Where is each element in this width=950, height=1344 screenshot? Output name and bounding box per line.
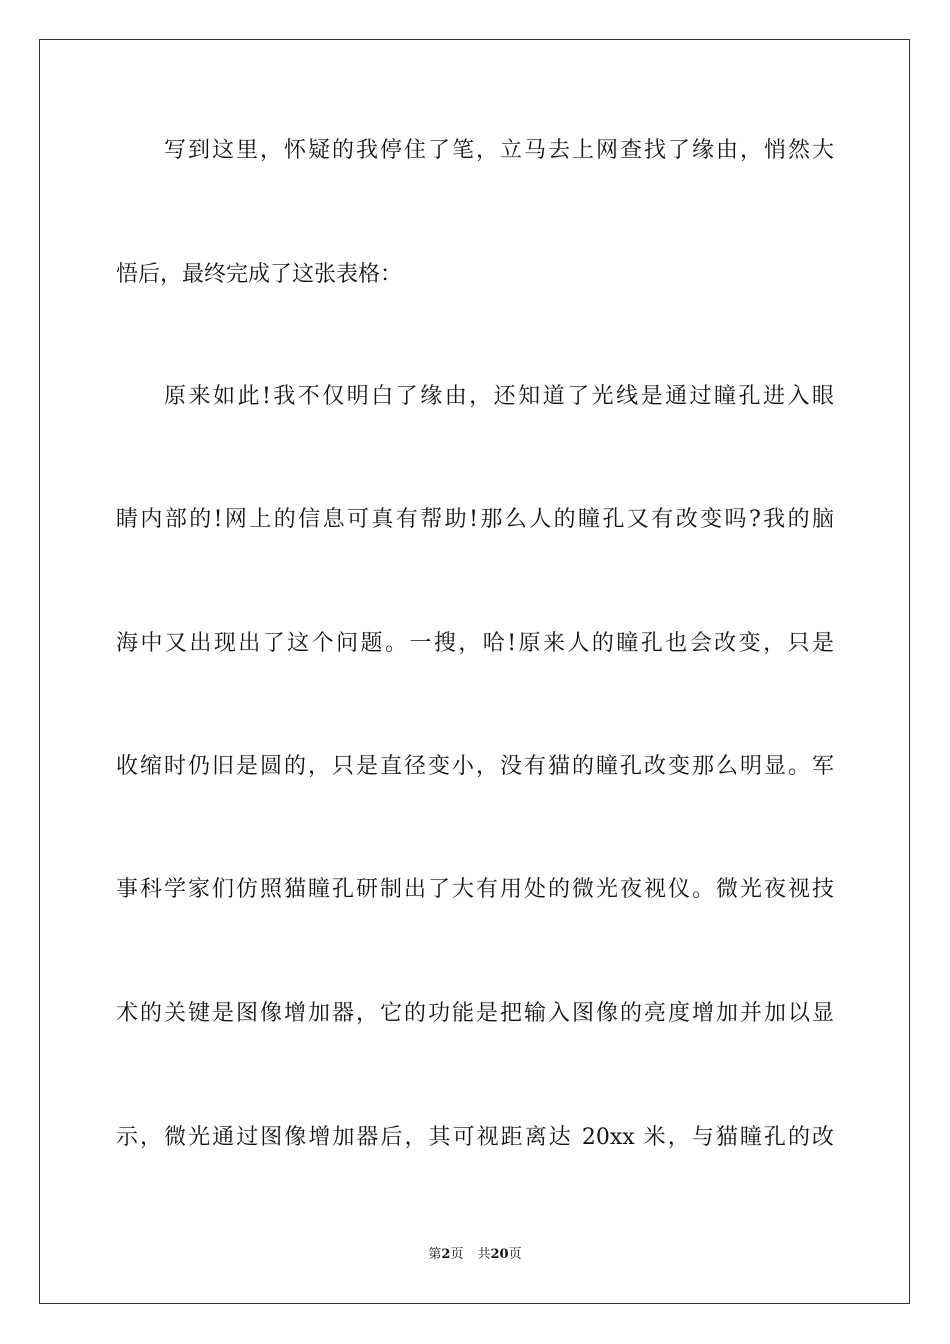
page-prefix: 第	[428, 1247, 442, 1262]
paragraph-2-line-7: 示，微光通过图像增加器后，其可视距离达 20xx 米，与猫瞳孔的改	[116, 1125, 834, 1150]
total-pages: 20	[490, 1247, 509, 1262]
paragraph-2-line-6: 术的关键是图像增加器，它的功能是把输入图像的亮度增加并加以显	[116, 1001, 834, 1026]
total-suffix: 页	[508, 1247, 522, 1262]
paragraph-1-line-2: 悟后，最终完成了这张表格：	[116, 262, 403, 287]
paragraph-2-line-4: 收缩时仍旧是圆的，只是直径变小，没有猫的瞳孔改变那么明显。军	[116, 754, 834, 779]
paragraph-1-line-1: 写到这里，怀疑的我停住了笔，立马去上网查找了缘由，悄然大	[164, 138, 834, 163]
page-frame	[39, 39, 910, 1304]
page-suffix: 页	[450, 1247, 464, 1262]
paragraph-2-line-2: 睛内部的!网上的信息可真有帮助!那么人的瞳孔又有改变吗?我的脑	[116, 507, 834, 532]
total-prefix: 共	[477, 1247, 491, 1262]
paragraph-2-line-3: 海中又出现出了这个问题。一搜，哈!原来人的瞳孔也会改变，只是	[116, 631, 834, 656]
paragraph-2-line-1: 原来如此!我不仅明白了缘由，还知道了光线是通过瞳孔进入眼	[164, 384, 834, 409]
page-footer	[0, 1246, 950, 1264]
page-number: 2	[441, 1247, 451, 1262]
paragraph-2-line-5: 事科学家们仿照猫瞳孔研制出了大有用处的微光夜视仪。微光夜视技	[116, 877, 834, 902]
